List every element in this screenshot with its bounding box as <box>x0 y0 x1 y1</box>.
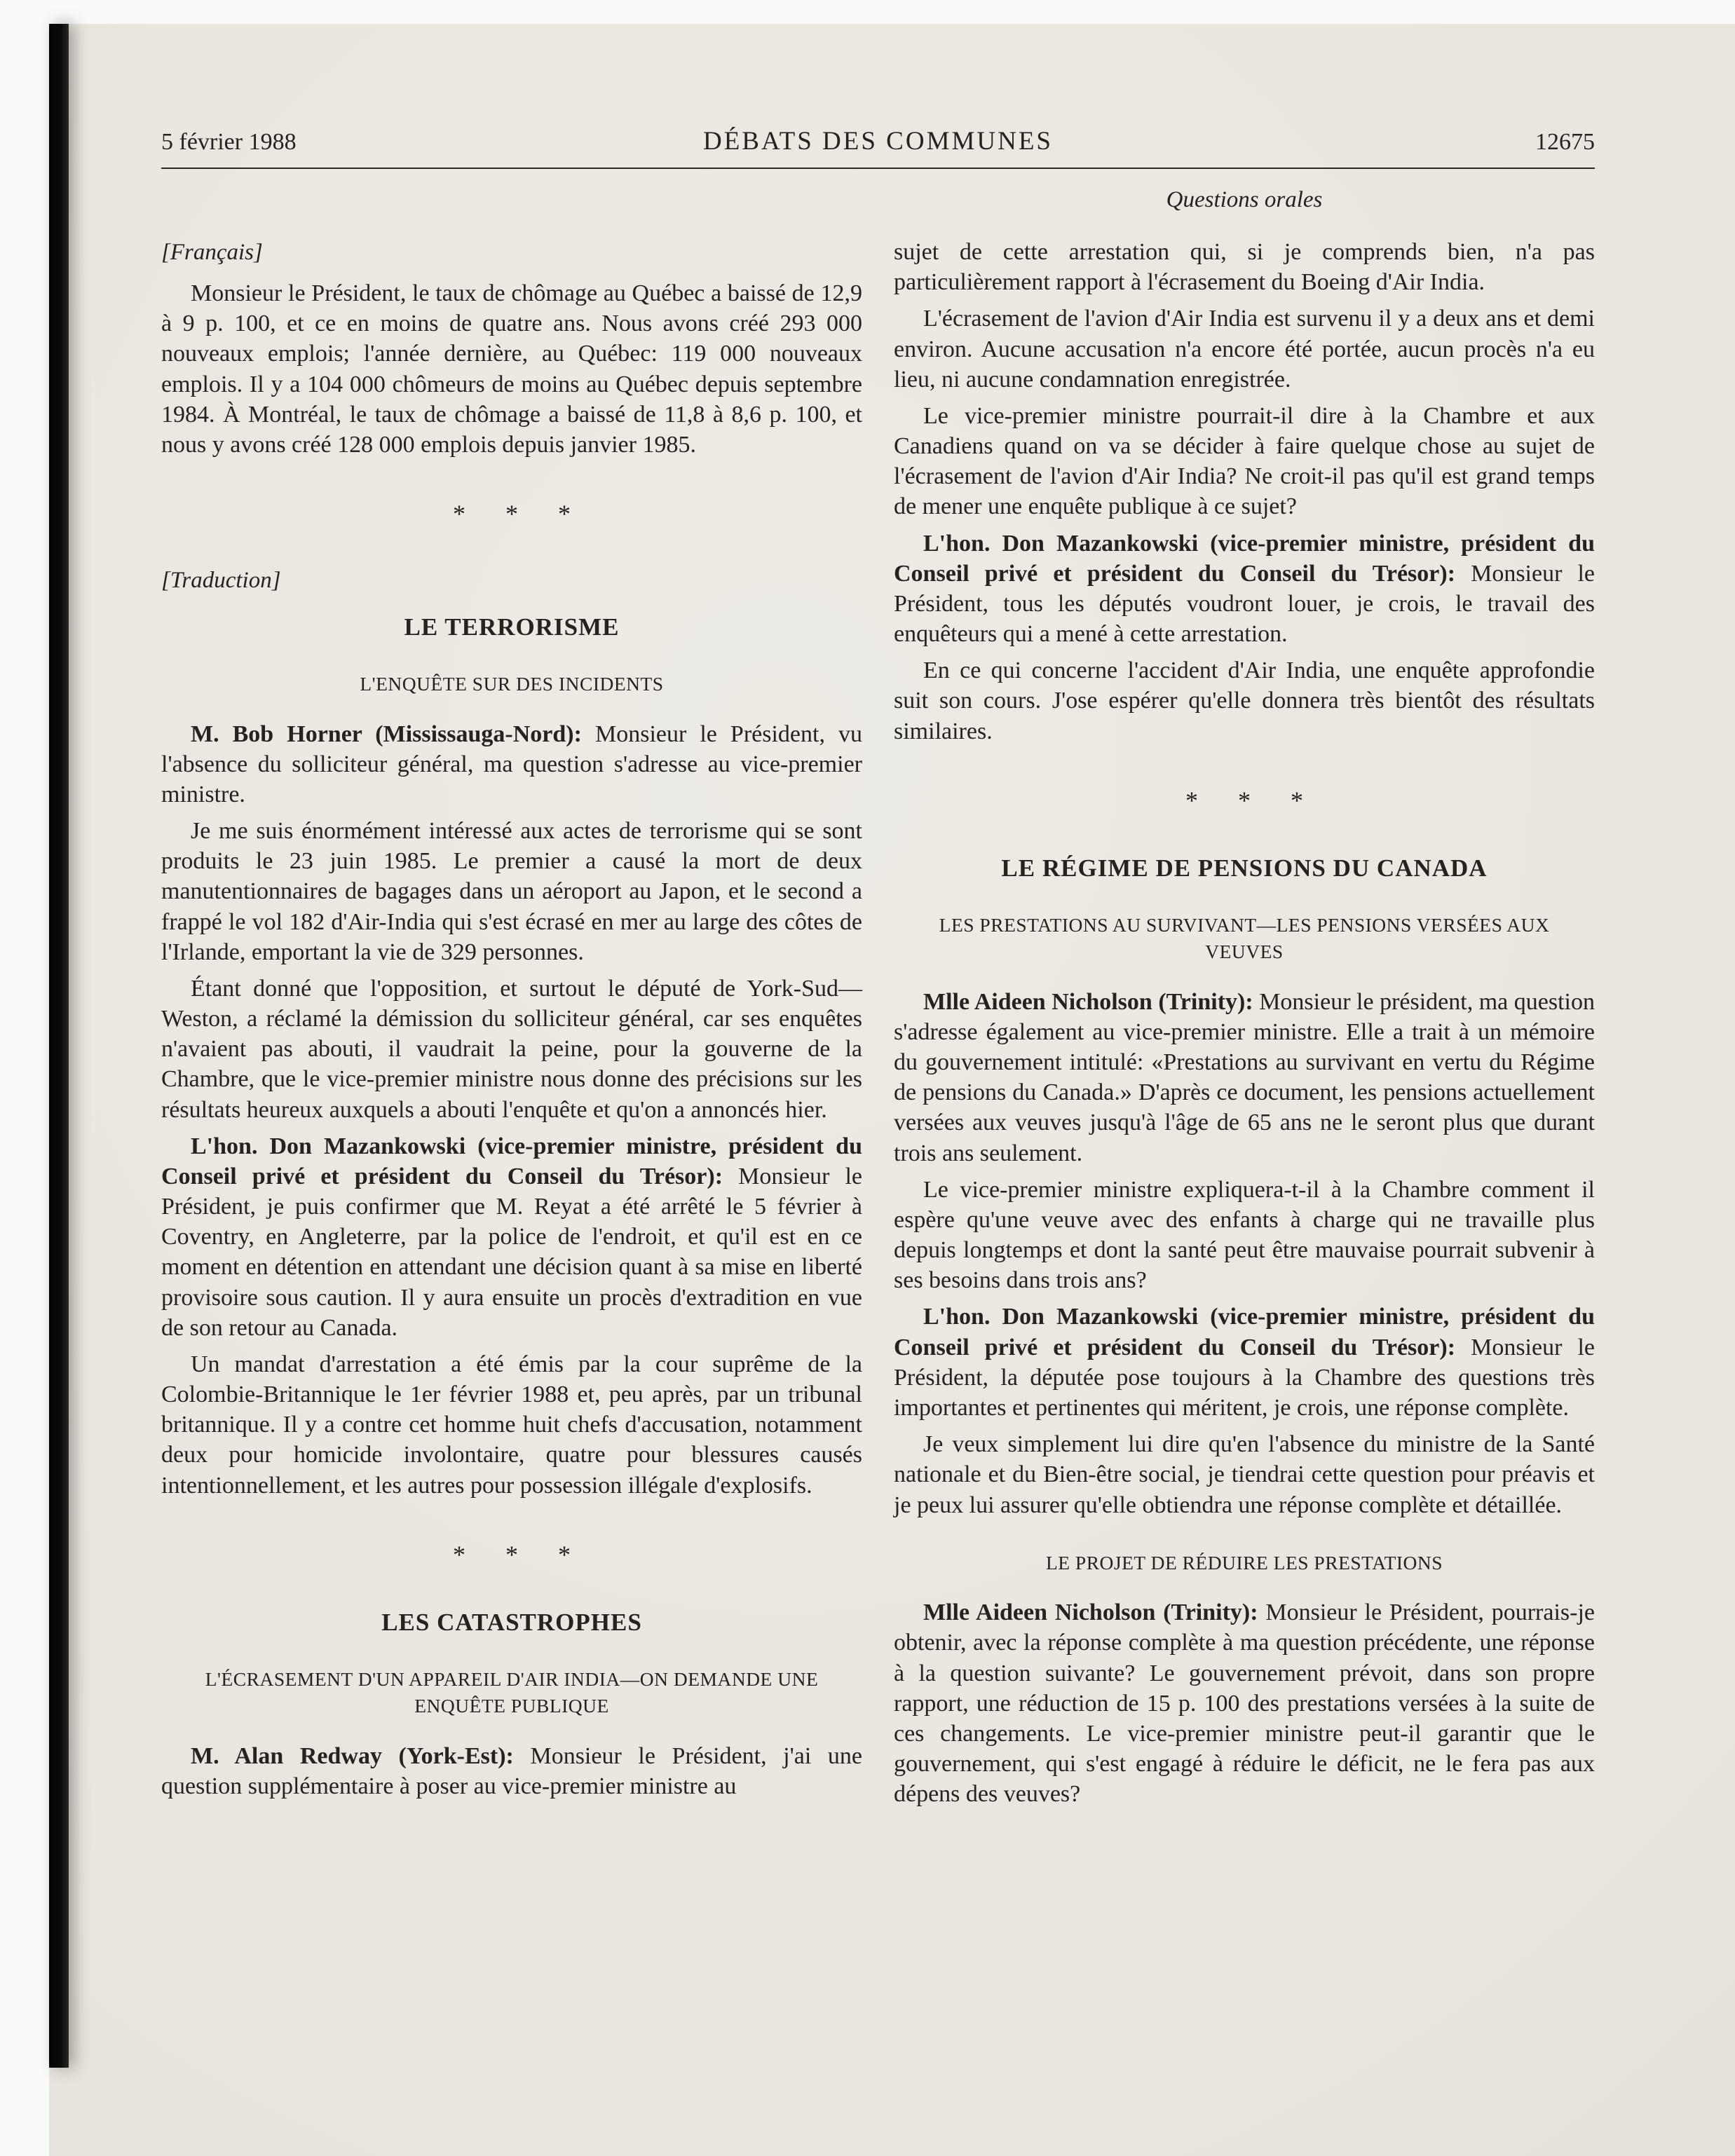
header-date: 5 février 1988 <box>161 129 297 155</box>
paragraph: En ce qui concerne l'accident d'Air India, une enquête approfondie suit son cours. J'ose espérer qu'elle donnera très bientôt des résultats similaires. <box>894 657 1595 744</box>
paragraph <box>894 1302 1595 1423</box>
paragraph: Monsieur le Président, le taux de chômage au Québec a baissé de 12,9 à 9 p. 100, et ce en moins de quatre ans. Nous avons créé 293 000 nouveaux emplois; l'année dernière, au Québec: 119 000 nouveaux emplois. Il y a 104 000 chômeurs de moins au Québec depuis septembre 1984. À Montréal, le taux de chômage a baissé de 11,8 à 8,6 p. 100, et nous y avons créé 128 000 emplois depuis janvier 1985. <box>161 280 862 458</box>
left-column <box>161 237 862 1815</box>
section-subheading: L'ÉCRASEMENT D'UN APPAREIL D'AIR INDIA—ON DEMANDE UNE ENQUÊTE PUBLIQUE <box>205 1667 819 1717</box>
page-number: 12675 <box>1535 129 1595 155</box>
paragraph: Je me suis énormément intéressé aux actes de terrorisme qui se sont produits le 23 juin 1985. Le premier a causé la mort de deux manutentionnaires de bagages dans un aéroport au Japon, et le second a frappé le vol 182 d'Air-India qui s'est écrasé en mer au large des côtes de l'Irlande, emportant la vie de 329 personnes. <box>161 818 862 965</box>
paragraph: sujet de cette arrestation qui, si je comprends bien, n'a pas particulièrement rapport à l'écrasement du Boeing d'Air India. <box>894 239 1595 296</box>
asterisk-divider: * * * <box>453 1540 571 1569</box>
page-header <box>161 126 1595 169</box>
speaker-name: L'hon. Don Mazankowski (vice-premier ministre, président du Conseil privé et président du Conseil du Trésor): <box>161 1133 862 1189</box>
running-head: Questions orales <box>1166 187 1323 212</box>
language-tag: [Français] <box>161 240 263 265</box>
paragraph-text: Monsieur le Président, vu l'absence du solliciteur général, ma question s'adresse au vice-premier ministre. <box>161 721 862 807</box>
paragraph <box>161 1131 862 1343</box>
section-heading: LE TERRORISME <box>404 613 620 641</box>
section-subheading: LES PRESTATIONS AU SURVIVANT—LES PENSIONS VERSÉES AUX VEUVES <box>939 913 1550 963</box>
spine-shadow <box>49 24 69 2068</box>
section-subheading: L'ENQUÊTE SUR DES INCIDENTS <box>360 673 664 695</box>
paragraph: Le vice-premier ministre pourrait-il dire à la Chambre et aux Canadiens quand on va se décider à faire quelque chose au sujet de l'écrasement de l'avion d'Air India? Ne croit-il pas qu'il est grand temps de mener une enquête publique à ce sujet? <box>894 402 1595 520</box>
paragraph-text: Monsieur le Président, j'ai une question supplémentaire à poser au vice-premier ministre au <box>161 1742 862 1799</box>
paragraph <box>894 1597 1595 1809</box>
asterisk-divider: * * * <box>453 500 571 528</box>
paragraph-text: Monsieur le Président, pourrais-je obtenir, avec la réponse complète à ma question précédente, une réponse à la question suivante? Le gouvernement prévoit, dans son propre rapport, une réduction de 15 p. 100 des prestations versées à la suite de ces changements. Le vice-premier ministre peut-il garantir que le gouvernement, qui s'est engagé à réduire le déficit, ne le fera pas aux dépens des veuves? <box>894 1599 1595 1808</box>
speaker-name: Mlle Aideen Nicholson (Trinity): <box>923 1599 1258 1626</box>
paragraph-text: Monsieur le président, ma question s'adresse également au vice-premier ministre. Elle a trait à un mémoire du gouvernement intitulé: «Prestations au survivant en vertu du Régime de pensions du Canada.» D'après ce document, les pensions actuellement versées aux veuves jusqu'à l'âge de 65 ans ne le seront plus que durant trois ans seulement. <box>894 988 1595 1166</box>
paragraph-text: Monsieur le Président, la députée pose toujours à la Chambre des questions très importantes et pertinentes qui méritent, je crois, une réponse complète. <box>894 1334 1595 1421</box>
section-heading: LES CATASTROPHES <box>381 1608 642 1636</box>
paragraph-text: Monsieur le Président, tous les députés voudront louer, je crois, le travail des enquêteurs qui a mené à cette arrestation. <box>894 560 1595 648</box>
content <box>161 237 1595 1815</box>
speaker-name: Mlle Aideen Nicholson (Trinity): <box>923 988 1253 1015</box>
speaker-name: M. Bob Horner (Mississauga-Nord): <box>191 721 582 747</box>
language-tag: [Traduction] <box>161 568 281 594</box>
paragraph: Je veux simplement lui dire qu'en l'absence du ministre de la Santé nationale et du Bien-être social, je tiendrai cette question pour préavis et je peux lui assurer qu'elle obtiendra une réponse complète et détaillée. <box>894 1431 1595 1518</box>
speaker-name: M. Alan Redway (York-Est): <box>191 1742 514 1769</box>
section-subheading: LE PROJET DE RÉDUIRE LES PRESTATIONS <box>1045 1551 1443 1574</box>
asterisk-divider: * * * <box>1185 786 1303 814</box>
right-column <box>894 237 1595 1815</box>
paragraph: Le vice-premier ministre expliquera-t-il à la Chambre comment il espère qu'une veuve avec des enfants à charge qui ne travaille plus depuis longtemps et dont la santé peut être mauvaise pourrait subvenir à ses besoins dans trois ans? <box>894 1176 1595 1294</box>
paragraph-text: Monsieur le Président, je puis confirmer que M. Reyat a été arrêté le 5 février à Coventry, en Angleterre, par la police de l'endroit, et qu'il est en ce moment en détention en attendant une décision quant à sa mise en liberté provisoire sous caution. Il y aura ensuite un procès d'extradition en vue de son retour au Canada. <box>161 1163 863 1341</box>
paragraph: Un mandat d'arrestation a été émis par la cour suprême de la Colombie-Britannique le 1er février 1988 et, peu après, par un tribunal britannique. Il y a contre cet homme huit chefs d'accusation, notamment deux pour homicide involontaire, quatre pour blessures causés intentionnellement, et les autres pour possession illégale d'explosifs. <box>161 1351 862 1499</box>
scan-edge-left <box>0 0 49 2156</box>
scan-edge-top <box>0 0 1735 24</box>
section-heading: LE RÉGIME DE PENSIONS DU CANADA <box>1001 854 1488 882</box>
paragraph: Étant donné que l'opposition, et surtout le député de York-Sud—Weston, a réclamé la démission du solliciteur général, car ses enquêtes n'avaient pas abouti, il vaudrait la peine, pour la gouverne de la Chambre, que le vice-premier ministre nous donne des précisions sur les résultats heureux auxquels a abouti l'enquête et qu'on a annoncés hier. <box>161 975 862 1123</box>
speaker-name: L'hon. Don Mazankowski (vice-premier ministre, président du Conseil privé et président du Conseil du Trésor): <box>894 1304 1595 1360</box>
paragraph <box>894 987 1595 1168</box>
page-title: DÉBATS DES COMMUNES <box>702 127 1053 156</box>
paragraph <box>161 1741 862 1801</box>
paragraph: L'écrasement de l'avion d'Air India est survenu il y a deux ans et demi environ. Aucune accusation n'a encore été portée, aucun procès n'a eu lieu, ni aucune condamnation enregistrée. <box>894 306 1595 393</box>
paragraph <box>161 719 862 810</box>
speaker-name: L'hon. Don Mazankowski (vice-premier ministre, président du Conseil privé et président du Conseil du Trésor): <box>894 530 1595 587</box>
paragraph <box>894 528 1595 650</box>
